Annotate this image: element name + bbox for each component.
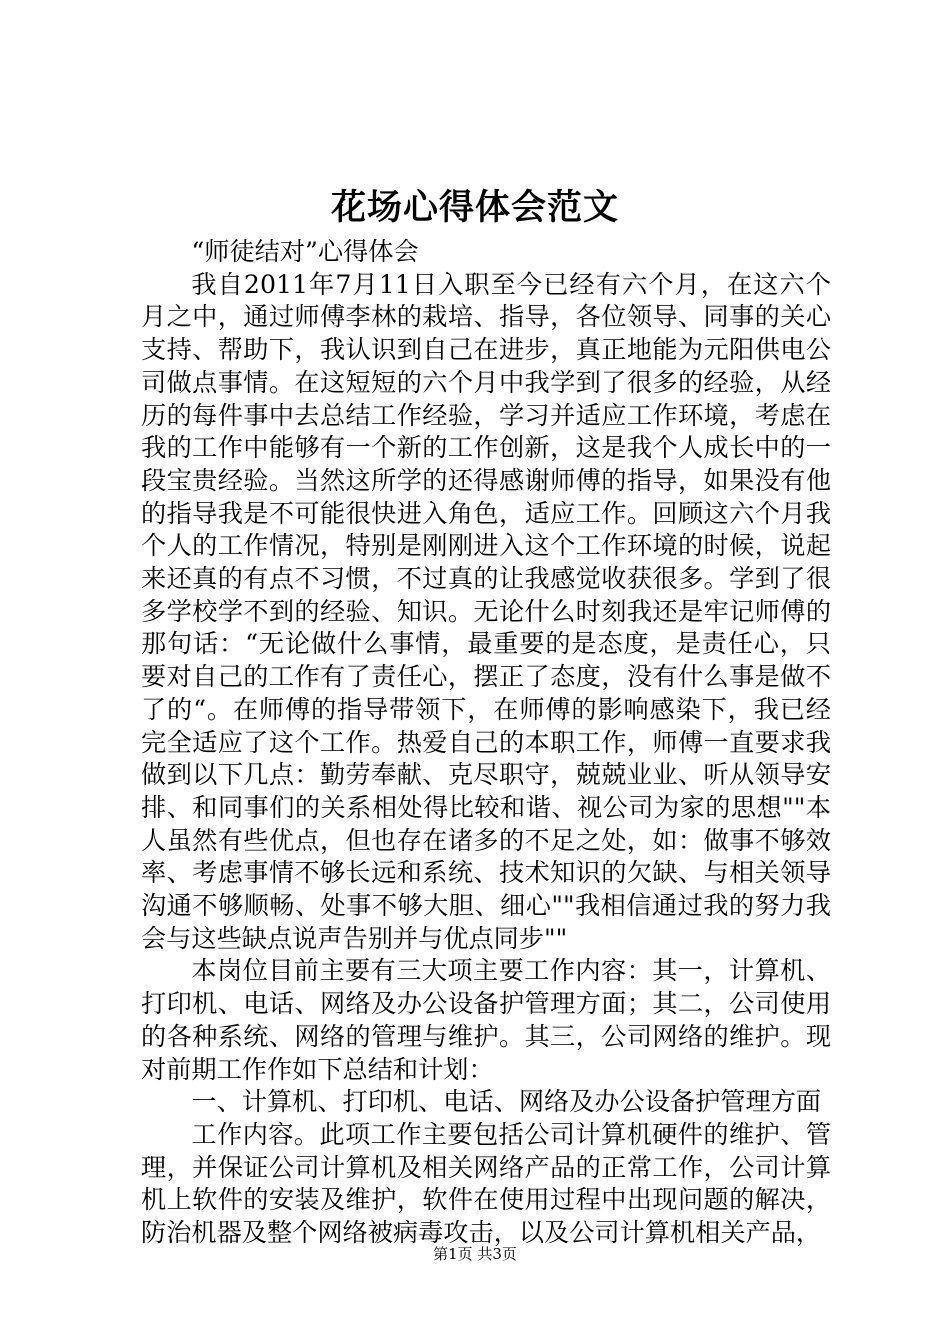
document-title: 花场心得体会范文 (330, 187, 619, 228)
document-body (141, 236, 831, 1250)
paragraph-heading-mentorship: “师徒结对”心得体会 (191, 237, 419, 266)
page-number-footer: 第1页 共3页 (433, 1245, 517, 1263)
paragraph-work-content: 工作内容。此项工作主要包括公司计算机硬件的维护、管理，并保证公司计算机及相关网络产品的正常工作，公司计算机上软件的安装及维护，软件在使用过程中出现问题的解决，防治机器及整个网络被病毒攻击，以及公司计算机相关产品， (141, 1119, 831, 1248)
paragraph-job-duties: 本岗位目前主要有三大项主要工作内容：其一，计算机、打印机、电话、网络及办公设备护管理方面；其二，公司使用的各种系统、网络的管理与维护。其三，公司网络的维护。现对前期工作作如下总结和计划： (141, 956, 831, 1084)
paragraph-experience: 我自2011年7月11日入职至今已经有六个月，在这六个月之中，通过师傅李林的栽培、指导，各位领导、同事的关心支持、帮助下，我认识到自己在进步，真正地能为元阳供电公司做点事情。在这短短的六个月中我学到了很多的经验，从经历的每件事中去总结工作经验，学习并适应工作环境，考虑在我的工作中能够有一个新的工作创新，这是我个人成长中的一段宝贵经验。当然这所学的还得感谢师傅的指导，如果没有他的指导我是不可能很快进入角色，适应工作。回顾这六个月我个人的工作情况，特别是刚刚进入这个工作环境的时候，说起来还真的有点不习惯，不过真的让我感觉收获很多。学到了很多学校学不到的经验、知识。无论什么时刻我还是牢记师傅的那句话：“无论做什么事情，最重要的是态度，是责任心，只要对自己的工作有了责任心，摆正了态度，没有什么事是做不了的“。在师傅的指导带领下，在师傅的影响感染下，我已经完全适应了这个工作。热爱自己的本职工作，师傅一直要求我做到以下几点：勤劳奉献、克尽职守，兢兢业业、听从领导安排、和同事们的关系相处得比较和谐、视公司为家的思想""本人虽然有些优点，但也存在诸多的不足之处，如：做事不够效率、考虑事情不够长远和系统、技术知识的欠缺、与相关领导沟通不够顺畅、处事不够大胆、细心""我相信通过我的努力我会与这些缺点说声告别并与优点同步"" (141, 269, 831, 953)
paragraph-section-heading: 一、计算机、打印机、电话、网络及办公设备护管理方面 (191, 1087, 822, 1117)
